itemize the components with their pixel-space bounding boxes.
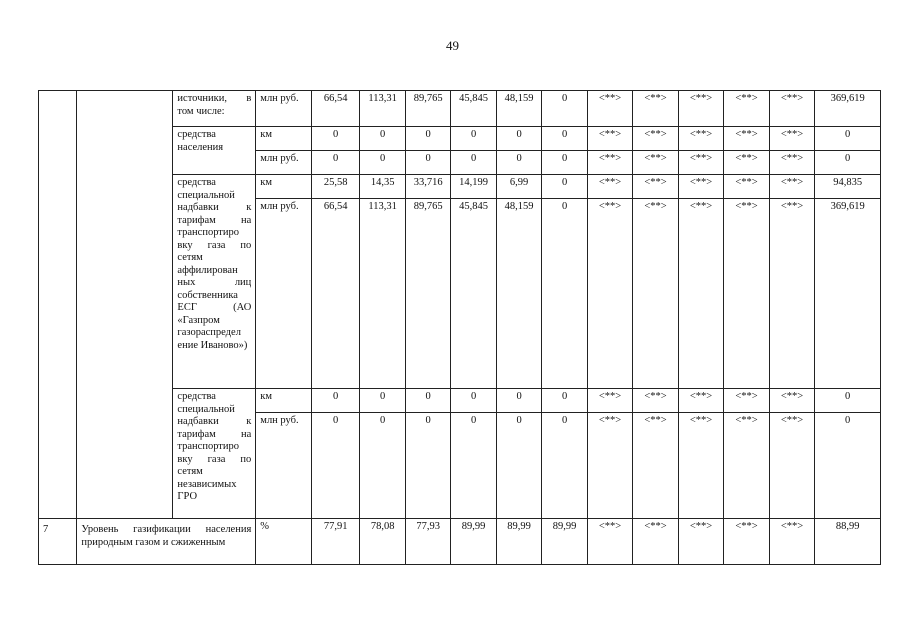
value-cell: 48,159: [496, 91, 541, 127]
page-number: 49: [446, 38, 459, 53]
value-cell: 0: [311, 127, 360, 151]
value-cell: 33,716: [405, 175, 450, 199]
value-cell: 0: [451, 413, 496, 519]
unit-cell: км: [256, 175, 312, 199]
value-cell: 0: [405, 151, 450, 175]
value-cell: 25,58: [311, 175, 360, 199]
value-cell: 113,31: [360, 199, 405, 389]
value-cell: <**>: [587, 91, 632, 127]
table-row: [39, 519, 881, 565]
total-cell: 369,619: [815, 91, 881, 127]
value-cell: <**>: [724, 127, 769, 151]
value-cell: <**>: [633, 151, 678, 175]
value-cell: <**>: [678, 389, 723, 413]
indicator-name-cell: [77, 91, 173, 519]
value-cell: 66,54: [311, 199, 360, 389]
value-cell: 0: [451, 127, 496, 151]
value-cell: <**>: [724, 151, 769, 175]
value-cell: 0: [451, 389, 496, 413]
value-cell: 0: [542, 127, 587, 151]
value-cell: 0: [542, 389, 587, 413]
value-cell: 0: [405, 413, 450, 519]
source-cell: средства специальной надбавки к тарифам на транспортиро вку газа по сетям аффилирован ных лиц собственника ЕСГ (АО «Газпром газораспредел ение Иваново»): [173, 175, 256, 389]
value-cell: <**>: [769, 199, 814, 389]
value-cell: <**>: [678, 519, 723, 565]
value-cell: <**>: [678, 151, 723, 175]
value-cell: <**>: [587, 151, 632, 175]
table-body: [39, 91, 881, 565]
value-cell: 0: [405, 127, 450, 151]
value-cell: <**>: [633, 199, 678, 389]
value-cell: 0: [542, 413, 587, 519]
value-cell: 89,99: [451, 519, 496, 565]
total-cell: 0: [815, 151, 881, 175]
value-cell: 0: [311, 413, 360, 519]
source-cell: средства населения: [173, 127, 256, 175]
value-cell: <**>: [724, 389, 769, 413]
value-cell: 0: [311, 389, 360, 413]
value-cell: 0: [496, 151, 541, 175]
total-cell: 369,619: [815, 199, 881, 389]
unit-cell: млн руб.: [256, 91, 312, 127]
value-cell: 0: [496, 413, 541, 519]
value-cell: <**>: [769, 151, 814, 175]
value-cell: <**>: [769, 413, 814, 519]
value-cell: 77,93: [405, 519, 450, 565]
value-cell: 0: [542, 91, 587, 127]
value-cell: 77,91: [311, 519, 360, 565]
value-cell: <**>: [769, 519, 814, 565]
indicator-name-cell: Уровень газификации населения природным газом и сжиженным: [77, 519, 256, 565]
value-cell: 66,54: [311, 91, 360, 127]
value-cell: 0: [360, 389, 405, 413]
value-cell: 0: [360, 413, 405, 519]
value-cell: <**>: [769, 127, 814, 151]
value-cell: <**>: [587, 175, 632, 199]
value-cell: <**>: [633, 519, 678, 565]
value-cell: <**>: [587, 389, 632, 413]
unit-cell: км: [256, 389, 312, 413]
total-cell: 0: [815, 127, 881, 151]
value-cell: 89,765: [405, 91, 450, 127]
row-number-cell: 7: [39, 519, 77, 565]
value-cell: 113,31: [360, 91, 405, 127]
value-cell: <**>: [678, 91, 723, 127]
value-cell: <**>: [587, 127, 632, 151]
value-cell: 0: [542, 151, 587, 175]
value-cell: 78,08: [360, 519, 405, 565]
value-cell: <**>: [678, 127, 723, 151]
value-cell: <**>: [587, 519, 632, 565]
value-cell: <**>: [633, 127, 678, 151]
unit-cell: млн руб.: [256, 151, 312, 175]
value-cell: <**>: [724, 91, 769, 127]
value-cell: 0: [542, 175, 587, 199]
value-cell: 6,99: [496, 175, 541, 199]
value-cell: 14,35: [360, 175, 405, 199]
row-number-cell: [39, 91, 77, 519]
total-cell: 88,99: [815, 519, 881, 565]
unit-cell: млн руб.: [256, 199, 312, 389]
value-cell: <**>: [678, 175, 723, 199]
value-cell: <**>: [769, 91, 814, 127]
value-cell: 0: [451, 151, 496, 175]
value-cell: <**>: [724, 175, 769, 199]
unit-cell: %: [256, 519, 312, 565]
value-cell: 0: [542, 199, 587, 389]
value-cell: 0: [405, 389, 450, 413]
value-cell: <**>: [633, 91, 678, 127]
total-cell: 0: [815, 413, 881, 519]
value-cell: <**>: [769, 175, 814, 199]
value-cell: <**>: [724, 199, 769, 389]
value-cell: <**>: [769, 389, 814, 413]
table-row: [39, 91, 881, 127]
source-cell: средства специальной надбавки к тарифам на транспортиро вку газа по сетям независимых ГРО: [173, 389, 256, 519]
value-cell: <**>: [724, 413, 769, 519]
value-cell: 0: [360, 127, 405, 151]
value-cell: 89,99: [542, 519, 587, 565]
value-cell: 89,765: [405, 199, 450, 389]
total-cell: 0: [815, 389, 881, 413]
unit-cell: млн руб.: [256, 413, 312, 519]
value-cell: 14,199: [451, 175, 496, 199]
value-cell: <**>: [724, 519, 769, 565]
value-cell: <**>: [633, 389, 678, 413]
value-cell: 0: [360, 151, 405, 175]
value-cell: <**>: [678, 199, 723, 389]
value-cell: <**>: [678, 413, 723, 519]
unit-cell: км: [256, 127, 312, 151]
source-cell: источники, в том числе:: [173, 91, 256, 127]
value-cell: <**>: [587, 413, 632, 519]
value-cell: 48,159: [496, 199, 541, 389]
value-cell: 45,845: [451, 199, 496, 389]
value-cell: 0: [496, 127, 541, 151]
total-cell: 94,835: [815, 175, 881, 199]
indicator-table: [38, 90, 881, 565]
value-cell: <**>: [587, 199, 632, 389]
value-cell: 0: [311, 151, 360, 175]
value-cell: <**>: [633, 175, 678, 199]
value-cell: 89,99: [496, 519, 541, 565]
value-cell: <**>: [633, 413, 678, 519]
value-cell: 45,845: [451, 91, 496, 127]
value-cell: 0: [496, 389, 541, 413]
